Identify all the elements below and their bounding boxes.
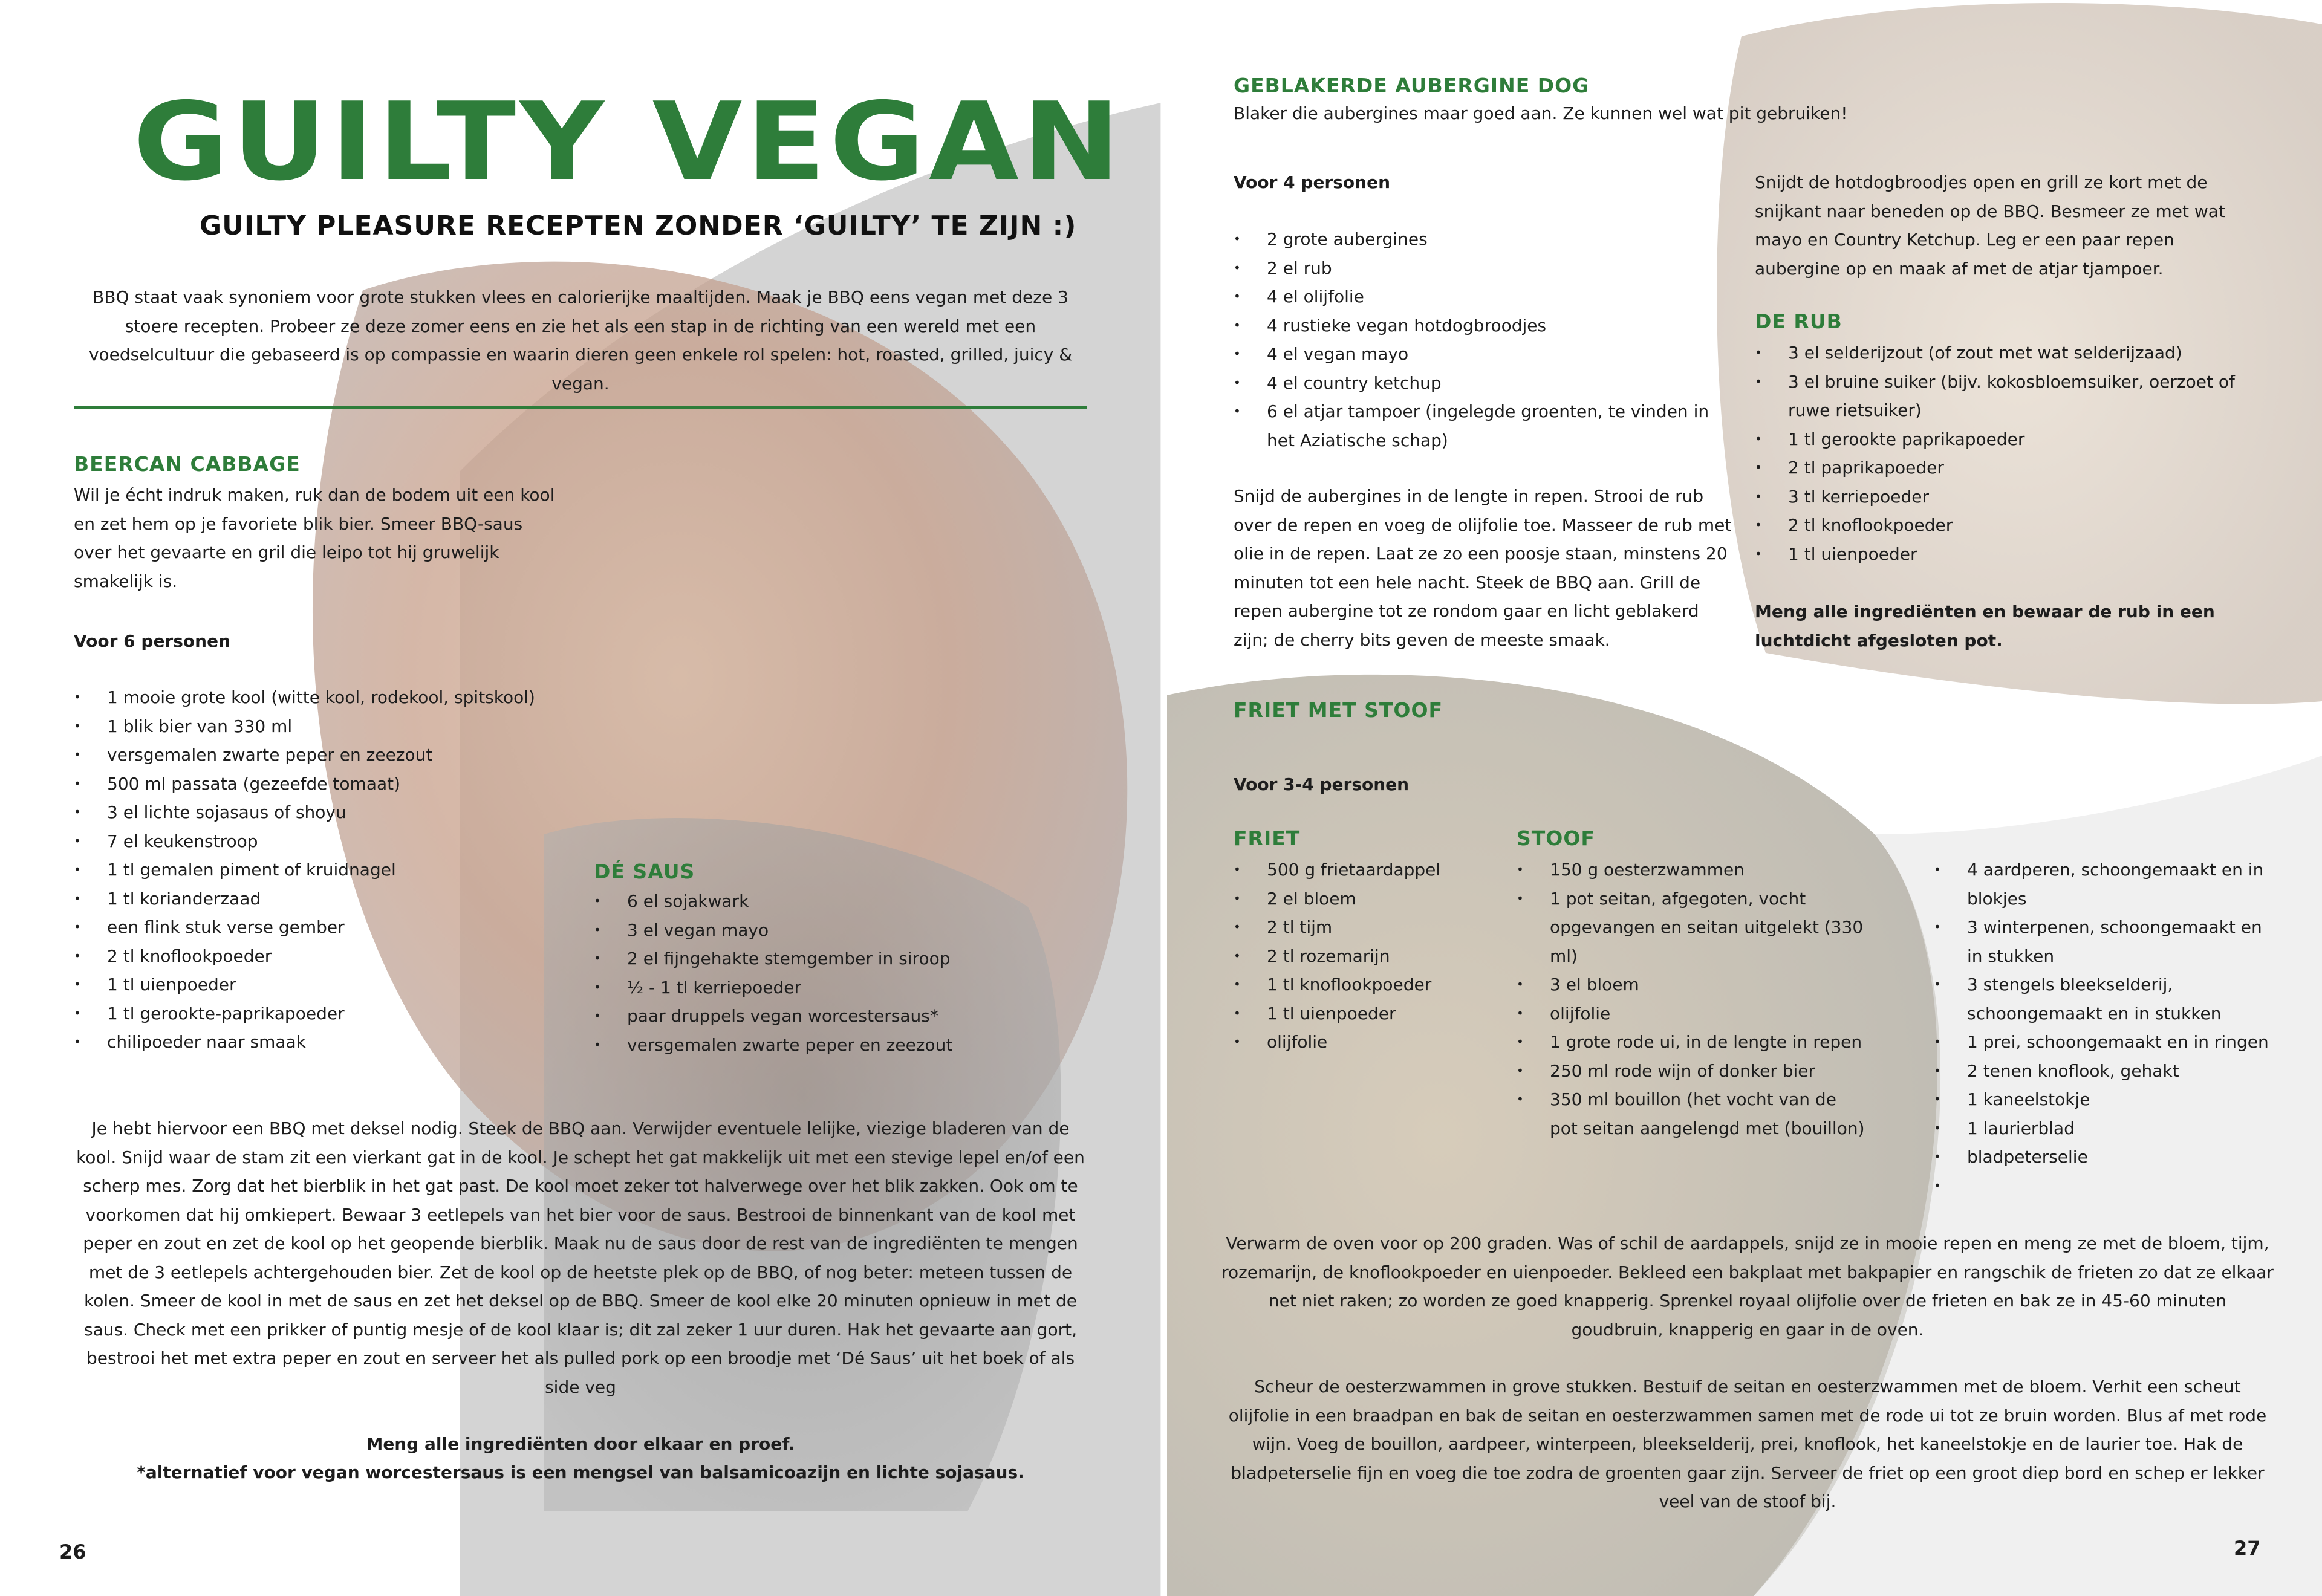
ingredient-item: • 1 mooie grote kool (witte kool, rodekool, spitskool) bbox=[74, 683, 594, 712]
ingredient-item: • 500 ml passata (gezeefde tomaat) bbox=[74, 770, 594, 799]
ingredient-item: • versgemalen zwarte peper en zeezout bbox=[594, 1031, 1053, 1060]
saus-instruction: Meng alle ingrediënten door elkaar en proef. bbox=[366, 1434, 795, 1454]
ingredient-item: • 1 tl uienpoeder bbox=[1755, 540, 2251, 569]
ingredient-item: • 3 el lichte sojasaus of shoyu bbox=[74, 798, 594, 827]
ingredient-item: • 500 g frietaardappel bbox=[1234, 855, 1500, 884]
ingredient-item: • 2 tl knoflookpoeder bbox=[1755, 511, 2251, 540]
ingredient-item: • 1 tl uienpoeder bbox=[1234, 999, 1500, 1028]
stoof-method: Scheur de oesterzwammen in grove stukken. Bestuif de seitan en oesterzwammen met de bloem. Verhit een scheut olijfolie in een braadpan en bak de seitan en oesterzwammen samen met de rode ui tot ze bruin worden. Blus af met rode wijn. Voeg de bouillon, aardpeer, winterpeen, bleekselderij, prei, knoflook, het kaneelstokje en de laurier toe. Hak de bladpeterselie fijn en voeg die toe zodra de groenten gaar zijn. Serveer de friet op een groot diep bord en schep er lekker veel van de stoof bij. bbox=[1228, 1377, 2267, 1511]
aubergine-intro: Blaker die aubergines maar goed aan. Ze kunnen wel wat pit gebruiken! bbox=[1234, 103, 1848, 123]
ingredient-item: • 1 grote rode ui, in de lengte in repen bbox=[1517, 1028, 1867, 1057]
ingredient-item: • 1 kaneelstokje bbox=[1934, 1085, 2272, 1114]
ingredient-item: • 1 prei, schoongemaakt en in ringen bbox=[1934, 1028, 2272, 1057]
ingredient-item: • 2 el bloem bbox=[1234, 884, 1500, 913]
ingredient-item: • 4 aardperen, schoongemaakt en in blokjes bbox=[1934, 855, 2272, 913]
ingredient-item: • olijfolie bbox=[1234, 1028, 1500, 1057]
ingredient-item: • 4 el country ketchup bbox=[1234, 369, 1735, 398]
rub-ingredients-list bbox=[1755, 339, 2251, 568]
aubergine-ingredients-list bbox=[1234, 225, 1735, 455]
ingredient-item: • 4 rustieke vegan hotdogbroodjes bbox=[1234, 311, 1735, 340]
ingredient-item: • 3 stengels bleekselderij, schoongemaakt en in stukken bbox=[1934, 970, 2272, 1028]
ingredient-item: • 350 ml bouillon (het vocht van de pot seitan aangelengd met (bouillon) bbox=[1517, 1085, 1867, 1143]
rub-instruction: Meng alle ingrediënten en bewaar de rub in een luchtdicht afgesloten pot. bbox=[1755, 602, 2215, 650]
subheading-friet: FRIET bbox=[1234, 826, 1301, 850]
ingredient-item: • een flink stuk verse gember bbox=[74, 913, 594, 942]
ingredient-item: • paar druppels vegan worcestersaus* bbox=[594, 1002, 1053, 1031]
aubergine-method: Snijd de aubergines in de lengte in repen. Strooi de rub over de repen en voeg de olijfolie toe. Masseer de rub met olie in de repen. Laat ze zo een poosje staan, minstens 20 minuten tot een hele nacht. Steek de BBQ aan. Grill de repen aubergine tot ze rondom gaar en licht geblakerd zijn; de cherry bits geven de meeste smaak. bbox=[1234, 486, 1732, 650]
beercan-servings: Voor 6 personen bbox=[74, 631, 230, 651]
recipe-title-beercan-cabbage: BEERCAN CABBAGE bbox=[74, 452, 301, 476]
ingredient-item: • olijfolie bbox=[1517, 999, 1867, 1028]
ingredient-item: • 1 tl gemalen piment of kruidnagel bbox=[74, 855, 594, 884]
ingredient-item: • bladpeterselie bbox=[1934, 1143, 2272, 1172]
page-number-left: 26 bbox=[59, 1540, 86, 1563]
beercan-description: Wil je écht indruk maken, ruk dan de bodem uit een kool en zet hem op je favoriete blik bier. Smeer BBQ-saus over het gevaarte en gril die leipo tot hij gruwelijk smakelijk is. bbox=[74, 485, 555, 591]
stoof-ingredients-list-2 bbox=[1934, 855, 2272, 1172]
ingredient-item: • chilipoeder naar smaak bbox=[74, 1028, 594, 1057]
ingredient-item: • 1 tl korianderzaad bbox=[74, 884, 594, 913]
ingredient-item: • 7 el keukenstroop bbox=[74, 827, 594, 856]
ingredient-item: • 3 el bruine suiker (bijv. kokosbloemsuiker, oerzoet of ruwe rietsuiker) bbox=[1755, 368, 2251, 425]
ingredient-item: • 2 tenen knoflook, gehakt bbox=[1934, 1057, 2272, 1086]
intro-paragraph: BBQ staat vaak synoniem voor grote stukken vlees en calorierijke maaltijden. Maak je BBQ eens vegan met deze 3 stoere recepten. Probeer ze deze zomer eens en zie het als een stap in de richting van een wereld met een voedselcultuur die gebaseerd is op compassie en waarin dieren geen enkele rol spelen: hot, roasted, grilled, juicy & vegan. bbox=[88, 287, 1073, 394]
beercan-ingredients-list bbox=[74, 683, 594, 1057]
ingredient-item: • 2 tl rozemarijn bbox=[1234, 942, 1500, 971]
page-title: GUILTY VEGAN bbox=[133, 79, 1124, 204]
ingredient-item: • 150 g oesterzwammen bbox=[1517, 855, 1867, 884]
ingredient-item: • 1 tl uienpoeder bbox=[74, 970, 594, 999]
ingredient-item: • 2 el rub bbox=[1234, 254, 1735, 283]
ingredient-item: • 3 el vegan mayo bbox=[594, 916, 1053, 945]
ingredient-item: • 250 ml rode wijn of donker bier bbox=[1517, 1057, 1867, 1086]
ingredient-item: • 4 el olijfolie bbox=[1234, 282, 1735, 311]
aubergine-servings: Voor 4 personen bbox=[1234, 172, 1390, 192]
stoof-ingredients-list-1 bbox=[1517, 855, 1867, 1143]
recipe-title-friet-met-stoof: FRIET MET STOOF bbox=[1234, 698, 1443, 722]
friet-ingredients-list bbox=[1234, 855, 1500, 1057]
ingredient-item: • 1 tl gerookte paprikapoeder bbox=[1755, 425, 2251, 454]
recipe-title-de-saus: DÉ SAUS bbox=[594, 860, 695, 883]
friet-servings: Voor 3-4 personen bbox=[1234, 774, 1410, 794]
saus-ingredients-list bbox=[594, 887, 1053, 1059]
ingredient-item: • versgemalen zwarte peper en zeezout bbox=[74, 741, 594, 770]
recipe-title-de-rub: DE RUB bbox=[1755, 310, 1842, 333]
ingredient-item: • 2 grote aubergines bbox=[1234, 225, 1735, 254]
beercan-method: Je hebt hiervoor een BBQ met deksel nodig. Steek de BBQ aan. Verwijder eventuele lelijke, viezige bladeren van de kool. Snijd waar de stam zit een vierkant gat in de kool. Je schept het gat makkelijk uit met een stevige lepel en/of een scherp mes. Zorg dat het bierblik in het gat past. De kool moet zeker tot halverwege over het blik zakken. Ook om te voorkomen dat hij omkiepert. Bewaar 3 eetlepels van het bier voor de saus. Bestrooi de binnenkant van de kool met peper en zout en zet de kool op het geopende bierblik. Maak nu de saus door de rest van de ingrediënten te mengen met de 3 eetlepels achtergehouden bier. Zet de kool op de heetste plek op de BBQ, of nog beter: meteen tussen de kolen. Smeer de kool in met de saus en zet het deksel op de BBQ. Smeer de kool elke 20 minuten opnieuw in met de saus. Check met een prikker of puntig mesje of de kool klaar is; dit zal zeker 1 uur duren. Hak het gevaarte aan gort, bestrooi het met extra peper en zout en serveer het als pulled pork op een broodje met ‘Dé Saus’ uit het boek of als side veg bbox=[76, 1118, 1085, 1397]
ingredient-item: • 2 tl knoflookpoeder bbox=[74, 942, 594, 971]
ingredient-item: • 1 tl knoflookpoeder bbox=[1234, 970, 1500, 999]
ingredient-item: • 1 pot seitan, afgegoten, vocht opgevangen en seitan uitgelekt (330 ml) bbox=[1517, 884, 1867, 971]
aubergine-method-2: Snijdt de hotdogbroodjes open en grill ze kort met de snijkant naar beneden op de BBQ. Besmeer ze met wat mayo en Country Ketchup. Leg er een paar repen aubergine op en maak af met de atjar tjampoer. bbox=[1755, 172, 2225, 279]
ingredient-item: • 4 el vegan mayo bbox=[1234, 340, 1735, 369]
saus-footnote: *alternatief voor vegan worcestersaus is een mengsel van balsamicoazijn en lichte sojasaus. bbox=[137, 1462, 1024, 1482]
page-subtitle: GUILTY PLEASURE RECEPTEN ZONDER ‘GUILTY’ TE ZIJN :) bbox=[200, 210, 1077, 241]
ingredient-item: • 3 el selderijzout (of zout met wat selderijzaad) bbox=[1755, 339, 2251, 368]
ingredient-item: • 3 tl kerriepoeder bbox=[1755, 482, 2251, 511]
ingredient-item: • 1 tl gerookte-paprikapoeder bbox=[74, 999, 594, 1028]
page-number-right: 27 bbox=[2234, 1537, 2261, 1560]
friet-method: Verwarm de oven voor op 200 graden. Was of schil de aardappels, snijd ze in mooie repen en meng ze met de bloem, tijm, rozemarijn, de knoflookpoeder en uienpoeder. Bekleed een bakplaat met bakpapier en rangschik de frieten zo dat ze elkaar net niet raken; zo worden ze goed knapperig. Sprenkel royaal olijfolie over de frieten en bak ze in 45-60 minuten goudbruin, knapperig en gaar in de oven. bbox=[1221, 1233, 2274, 1340]
recipe-title-aubergine-dog: GEBLAKERDE AUBERGINE DOG bbox=[1234, 74, 1590, 97]
ingredient-item: • 2 tl paprikapoeder bbox=[1755, 453, 2251, 482]
ingredient-item: • 3 winterpenen, schoongemaakt en in stukken bbox=[1934, 913, 2272, 970]
ingredient-item: • 6 el atjar tampoer (ingelegde groenten, te vinden in het Aziatische schap) bbox=[1234, 397, 1735, 455]
section-divider bbox=[74, 406, 1087, 409]
ingredient-item: • 6 el sojakwark bbox=[594, 887, 1053, 916]
ingredient-item: • 2 tl tijm bbox=[1234, 913, 1500, 942]
ingredient-item: • 1 blik bier van 330 ml bbox=[74, 712, 594, 741]
ingredient-item: • 1 laurierblad bbox=[1934, 1114, 2272, 1143]
ingredient-item: • 2 el fijngehakte stemgember in siroop bbox=[594, 944, 1053, 973]
ingredient-item: • ½ - 1 tl kerriepoeder bbox=[594, 973, 1053, 1002]
ingredient-item: • 3 el bloem bbox=[1517, 970, 1867, 999]
subheading-stoof: STOOF bbox=[1517, 826, 1595, 850]
